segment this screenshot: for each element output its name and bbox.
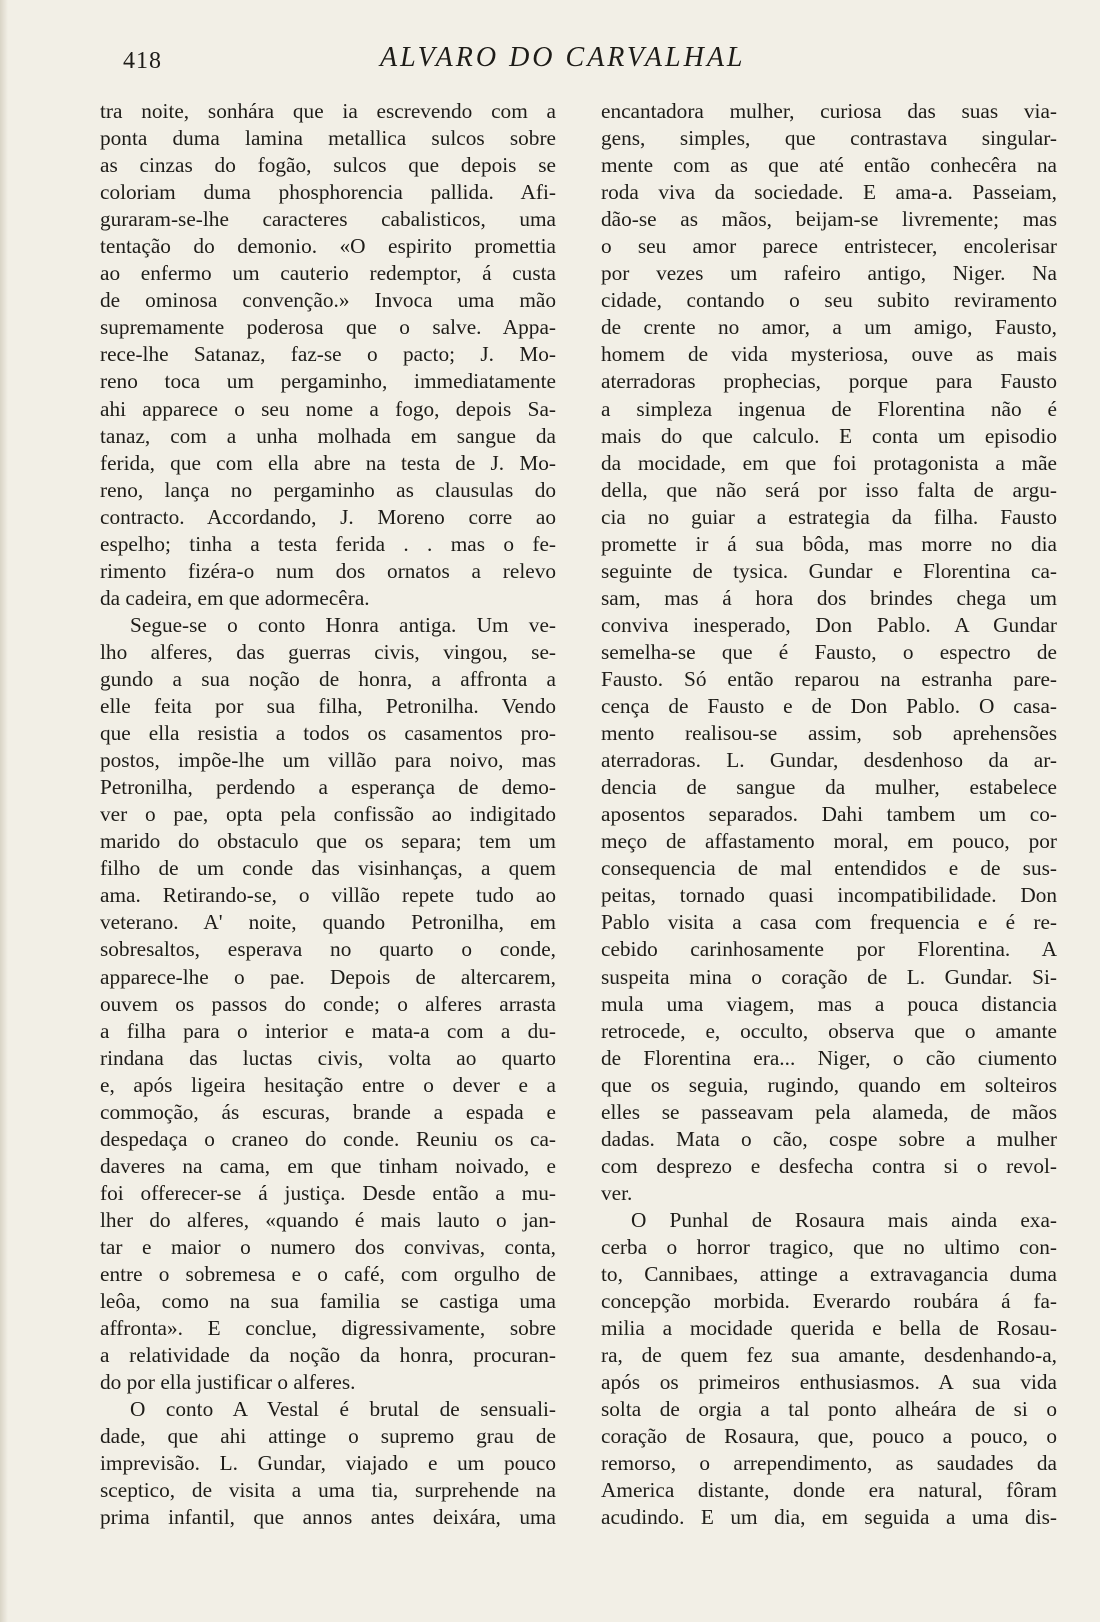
text-line: lher do alferes, «quando é mais lauto o jan- [100, 1207, 556, 1232]
text-line: Fausto. Só então reparou na estranha pare- [601, 666, 1057, 691]
text-line: contracto. Accordando, J. Moreno corre ao [100, 504, 556, 529]
text-line: cebido carinhosamente por Florentina. A [601, 937, 1057, 962]
text-line: dencia de sangue da mulher, estabelece [601, 775, 1057, 800]
text-line: promette ir á sua bôda, mas morre no dia [601, 531, 1057, 556]
text-line: supremamente poderosa que o salve. Appa- [100, 315, 556, 340]
text-line: por vezes um rafeiro antigo, Niger. Na [601, 261, 1057, 286]
text-line: filho de um conde das visinhanças, a quem [100, 856, 556, 881]
text-line: homem de vida mysteriosa, ouve as mais [601, 342, 1057, 367]
text-line: to, Cannibaes, attinge a extravagancia duma [601, 1262, 1057, 1287]
text-line: daveres na cama, em que tinham noivado, e [100, 1153, 556, 1178]
text-line: ama. Retirando-se, o villão repete tudo ao [100, 883, 556, 908]
text-line: ponta duma lamina metallica sulcos sobre [100, 126, 556, 151]
text-line: reno, lança no pergaminho as clausulas do [100, 477, 556, 502]
text-line: tra noite, sonhára que ia escrevendo com a [100, 99, 556, 123]
text-line: acudindo. E um dia, em seguida a uma dis- [601, 1505, 1057, 1530]
left-column [100, 98, 556, 1531]
text-line: a filha para o interior e mata-a com a du- [100, 1018, 556, 1043]
text-line: a relatividade da noção da honra, procuran- [100, 1343, 556, 1368]
text-line: dão-se as mãos, beijam-se livremente; mas [601, 207, 1057, 232]
text-line: mais do que calculo. E conta um episodio [601, 423, 1057, 448]
text-line: seguinte de tysica. Gundar e Florentina ca- [601, 558, 1057, 583]
text-line: do por ella justificar o alferes. [100, 1370, 356, 1395]
text-line: guraram-se-lhe caracteres cabalisticos, uma [100, 207, 556, 232]
text-line: gens, simples, que contrastava singular- [601, 126, 1057, 151]
text-line: rindana das luctas civis, volta ao quarto [100, 1045, 556, 1070]
text-line: cença de Fausto e de Don Pablo. O casa- [601, 694, 1057, 719]
text-line: sceptico, de visita a uma tia, surprehende na [100, 1478, 556, 1503]
text-line: mente com as que até então conhecêra na [601, 153, 1057, 178]
text-line: da cadeira, em que adormecêra. [100, 585, 370, 610]
text-line: após os primeiros enthusiasmos. A sua vida [601, 1370, 1057, 1395]
text-line: apparece-lhe o pae. Depois de altercarem, [100, 964, 556, 989]
text-line: commoção, ás escuras, brande a espada e [100, 1099, 556, 1124]
text-line: O conto A Vestal é brutal de sensuali- [130, 1397, 556, 1422]
text-line: de Florentina era... Niger, o cão ciumento [601, 1045, 1057, 1070]
text-line: gundo a sua noção de honra, a affronta a [100, 666, 556, 691]
text-line: as cinzas do fogão, sulcos que depois se [100, 153, 556, 178]
text-line: Pablo visita a casa com frequencia e é re- [601, 910, 1057, 935]
text-line: entre o sobremesa e o café, com orgulho de [100, 1262, 556, 1287]
text-line: e, após ligeira hesitação entre o dever e a [100, 1072, 556, 1097]
text-line: leôa, como na sua familia se castiga uma [100, 1289, 556, 1314]
text-line: reno toca um pergaminho, immediatamente [100, 369, 556, 394]
text-line: ferida, que com ella abre na testa de J. Mo- [100, 450, 556, 475]
text-line: ao enfermo um cauterio redemptor, á custa [100, 261, 556, 286]
text-line: semelha-se que é Fausto, o espectro de [601, 639, 1057, 664]
text-line: aterradoras. L. Gundar, desdenhoso da ar- [601, 748, 1057, 773]
text-line: Segue-se o conto Honra antiga. Um ve- [130, 612, 556, 637]
page-header [0, 38, 1100, 78]
text-line: de ominosa convenção.» Invoca uma mão [100, 288, 556, 313]
text-line: aterradoras prophecias, porque para Fausto [601, 369, 1057, 394]
text-line: cia no guiar a estrategia da filha. Fausto [601, 504, 1057, 529]
text-line: peitas, tornado quasi incompatibilidade. Don [601, 883, 1057, 908]
text-line: sam, mas á hora dos brindes chega um [601, 585, 1057, 610]
text-line: della, que não será por isso falta de argu- [601, 477, 1057, 502]
text-line: cerba o horror tragico, que no ultimo con- [601, 1234, 1057, 1259]
page-number: 418 [123, 48, 162, 74]
text-line: ra, de quem fez sua amante, desdenhando-a, [601, 1343, 1057, 1368]
text-line: tanaz, com a unha molhada em sangue da [100, 423, 556, 448]
text-line: elles se passeavam pela alameda, de mãos [601, 1099, 1057, 1124]
text-line: postos, impõe-lhe um villão para noivo, mas [100, 748, 556, 773]
text-line: aposentos separados. Dahi tambem um co- [601, 802, 1057, 827]
text-line: imprevisão. L. Gundar, viajado e um pouco [100, 1451, 556, 1476]
text-line: rece-lhe Satanaz, faz-se o pacto; J. Mo- [100, 342, 556, 367]
text-line: sobresaltos, esperava no quarto o conde, [100, 937, 556, 962]
text-line: ahi apparece o seu nome a fogo, depois Sa- [100, 396, 556, 421]
text-line: ver o pae, opta pela confissão ao indigitado [100, 802, 556, 827]
text-line: cidade, contando o seu subito reviramento [601, 288, 1057, 313]
text-line: dadas. Mata o cão, cospe sobre a mulher [601, 1126, 1057, 1151]
right-column [601, 98, 1057, 1531]
text-line: rimento fizéra-o num dos ornatos a relevo [100, 558, 556, 583]
text-line: dade, que ahi attinge o supremo grau de [100, 1424, 556, 1449]
text-line: meço de affastamento moral, em pouco, por [601, 829, 1057, 854]
text-line: conviva inesperado, Don Pablo. A Gundar [601, 612, 1057, 637]
text-line: affronta». E conclue, digressivamente, sobre [100, 1316, 556, 1341]
text-line: ver. [601, 1180, 633, 1205]
text-line: com desprezo e desfecha contra si o revol- [601, 1153, 1057, 1178]
text-line: roda viva da sociedade. E ama-a. Passeiam, [601, 180, 1057, 205]
text-line: prima infantil, que annos antes deixára, uma [100, 1505, 556, 1530]
text-line: America distante, donde era natural, fôram [601, 1478, 1057, 1503]
text-line: O Punhal de Rosaura mais ainda exa- [631, 1207, 1057, 1232]
text-line: encantadora mulher, curiosa das suas via- [601, 99, 1057, 123]
text-line: o seu amor parece entristecer, encolerisar [601, 234, 1057, 259]
running-title: ALVARO DO CARVALHAL [380, 42, 746, 73]
page-edge-shadow [0, 0, 8, 1622]
text-line: mula uma viagem, mas a pouca distancia [601, 991, 1057, 1016]
text-line: foi offerecer-se á justiça. Desde então a mu- [100, 1180, 556, 1205]
text-line: milia a mocidade querida e bella de Rosau- [601, 1316, 1057, 1341]
text-line: elle feita por sua filha, Petronilha. Vendo [100, 694, 556, 719]
text-line: concepção morbida. Everardo roubára á fa- [601, 1289, 1057, 1314]
text-line: coloriam duma phosphorencia pallida. Afi- [100, 180, 556, 205]
text-line: mento realisou-se assim, sob aprehensões [601, 721, 1057, 746]
text-line: solta de orgia a tal ponto alheára de si o [601, 1397, 1057, 1422]
text-line: coração de Rosaura, que, pouco a pouco, o [601, 1424, 1057, 1449]
text-line: lho alferes, das guerras civis, vingou, se- [100, 639, 556, 664]
text-line: que ella resistia a todos os casamentos pro- [100, 721, 556, 746]
text-line: tentação do demonio. «O espirito promettia [100, 234, 556, 259]
text-line: da mocidade, em que foi protagonista a mãe [601, 450, 1057, 475]
text-line: Petronilha, perdendo a esperança de demo- [100, 775, 556, 800]
text-line: suspeita mina o coração de L. Gundar. Si- [601, 964, 1057, 989]
text-line: despedaça o craneo do conde. Reuniu os ca- [100, 1126, 556, 1151]
text-line: de crente no amor, a um amigo, Fausto, [601, 315, 1057, 340]
text-line: que os seguia, rugindo, quando em solteiros [601, 1072, 1057, 1097]
text-line: marido do obstaculo que os separa; tem um [100, 829, 556, 854]
text-line: remorso, o arrependimento, as saudades da [601, 1451, 1057, 1476]
text-line: a simpleza ingenua de Florentina não é [601, 396, 1057, 421]
text-line: ouvem os passos do conde; o alferes arrasta [100, 991, 556, 1016]
text-line: espelho; tinha a testa ferida . . mas o fe- [100, 531, 556, 556]
text-line: tar e maior o numero dos convivas, conta, [100, 1234, 556, 1259]
text-line: retrocede, e, occulto, observa que o amante [601, 1018, 1057, 1043]
text-line: consequencia de mal entendidos e de sus- [601, 856, 1057, 881]
text-line: veterano. A' noite, quando Petronilha, em [100, 910, 556, 935]
